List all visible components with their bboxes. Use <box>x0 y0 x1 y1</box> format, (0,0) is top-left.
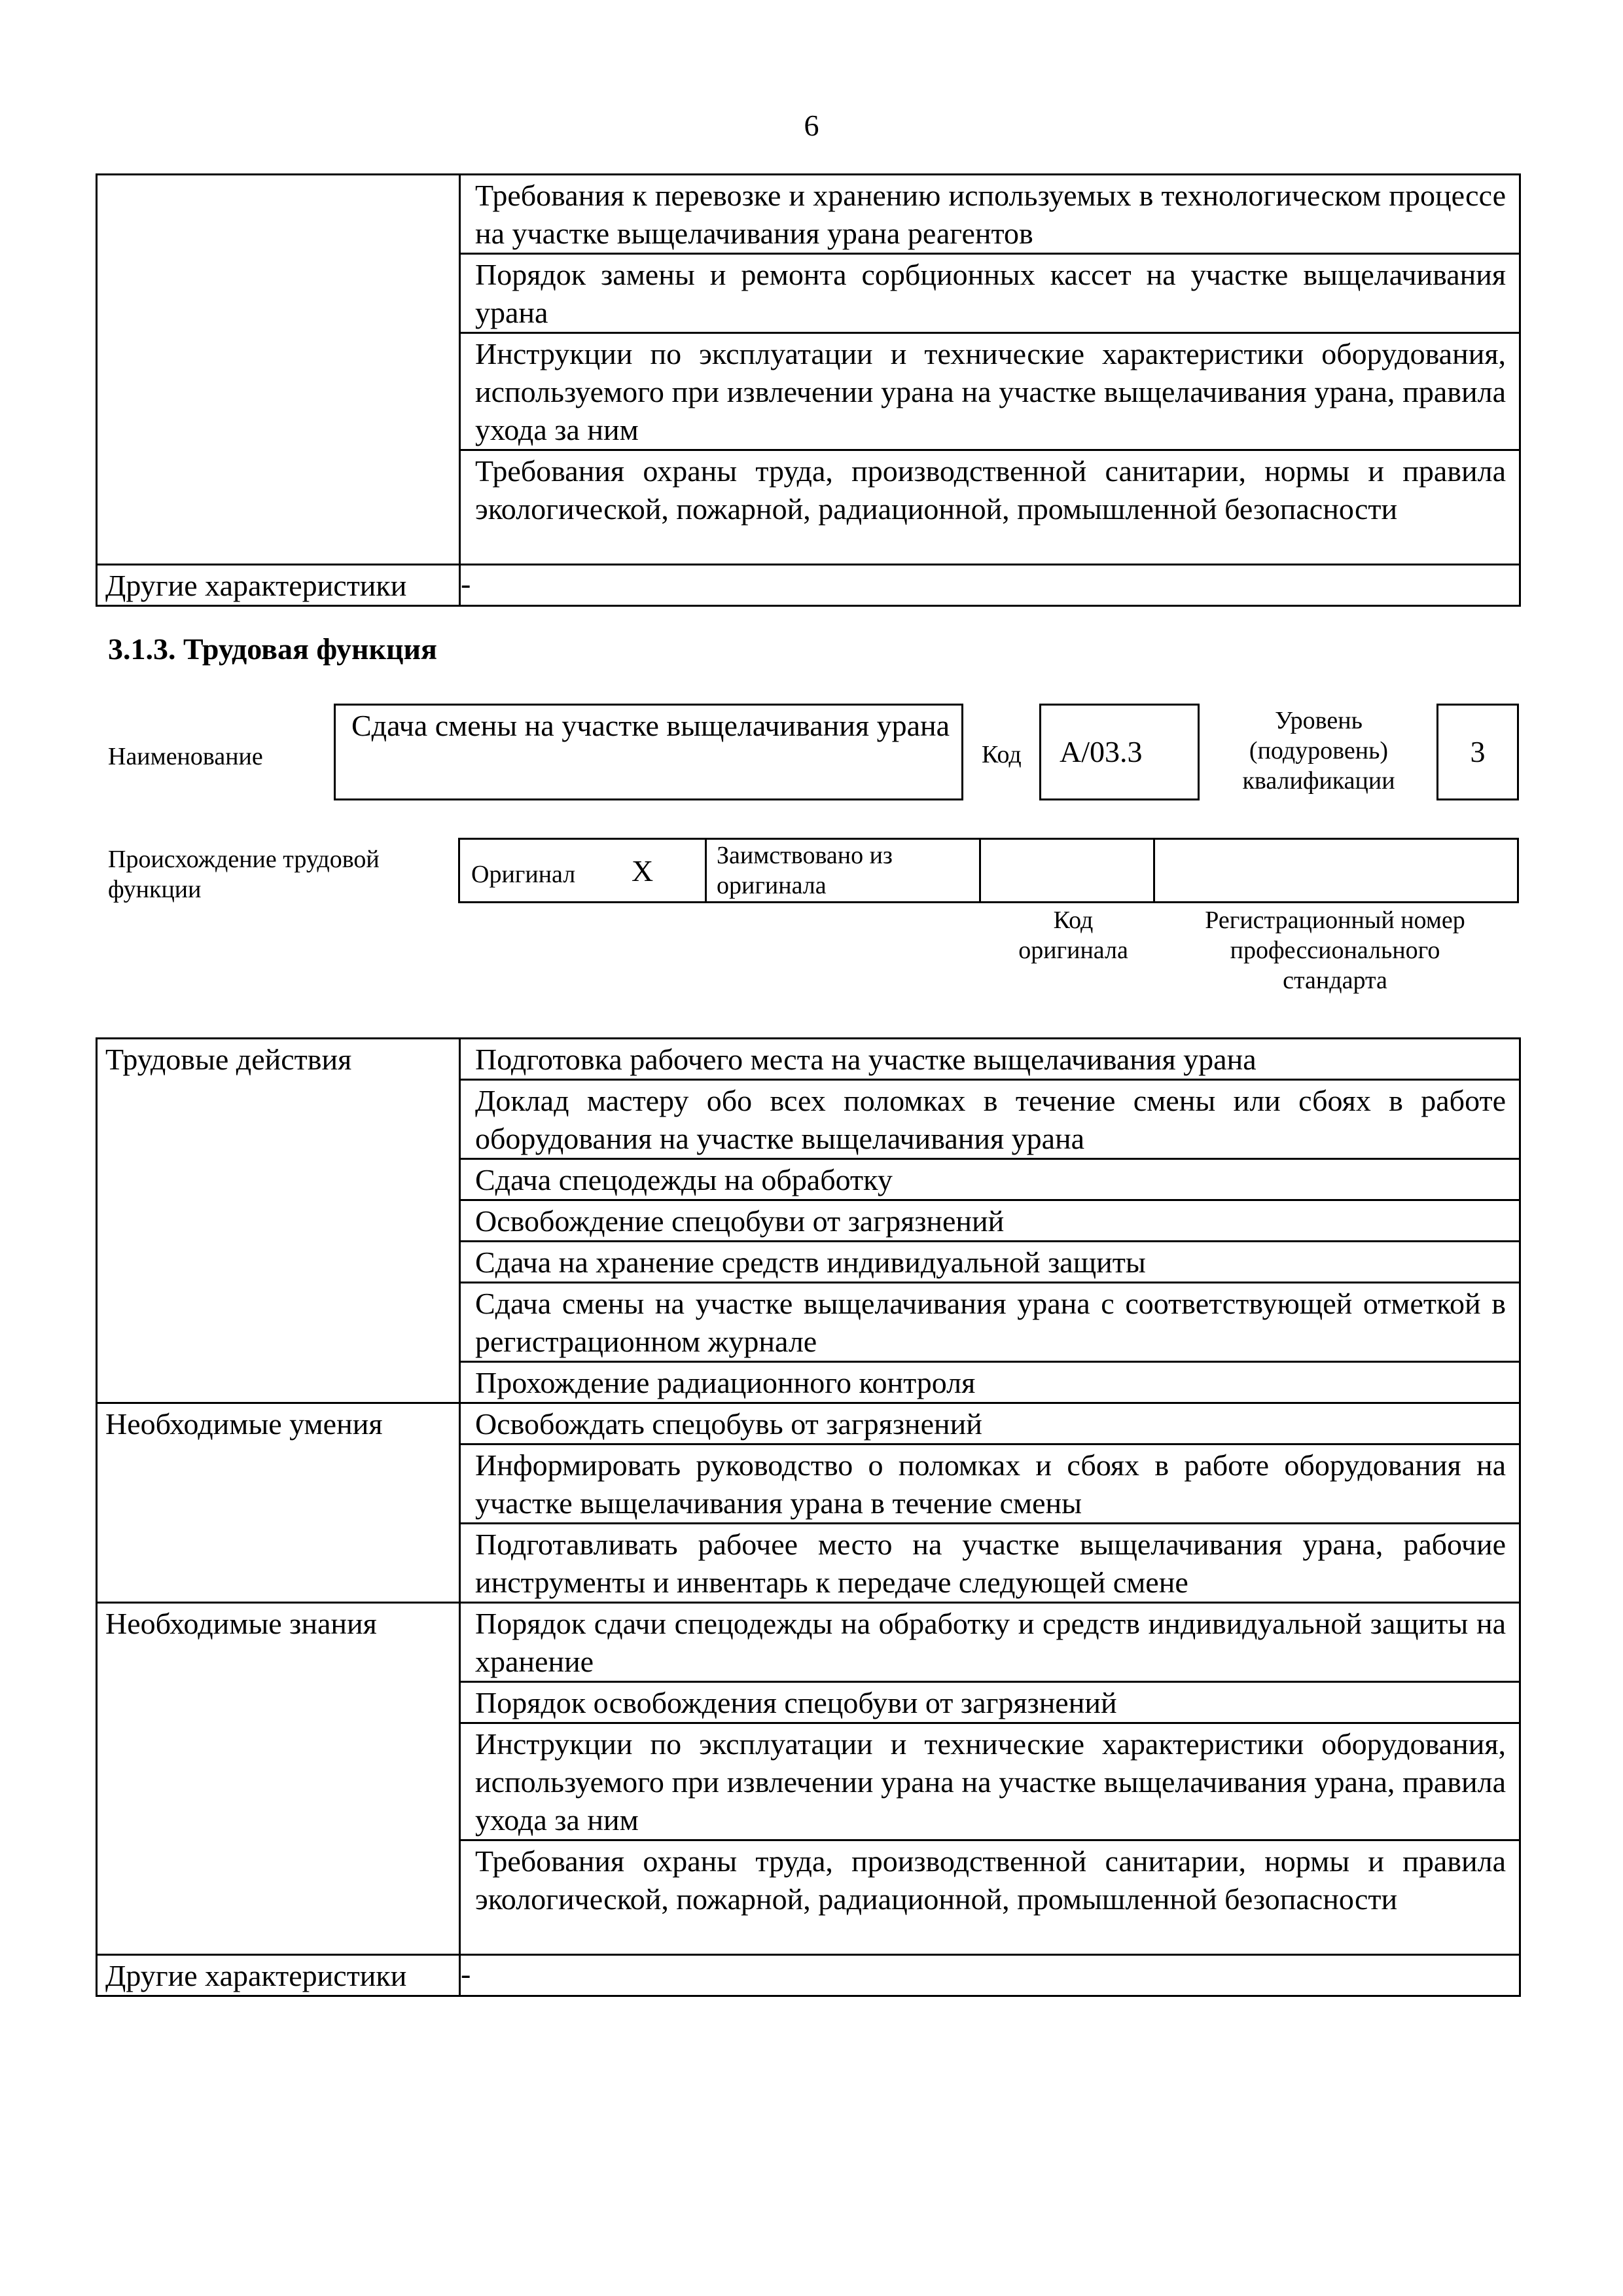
other-characteristics-label: Другие характеристики <box>97 565 460 606</box>
table-row: Сдача спецодежды на обработку <box>460 1159 1520 1200</box>
table-row: Освобождать спецобувь от загрязнений <box>460 1403 1520 1444</box>
table-row: Порядок замены и ремонта сорбционных кассет на участке выщелачивания урана <box>460 254 1520 333</box>
table-row: Требования охраны труда, производственной санитарии, нормы и правила экологической, пожарной, радиационной, промышленной безопасности <box>460 450 1520 565</box>
caption-line: Регистрационный номер <box>1205 906 1465 934</box>
table-row: Порядок сдачи спецодежды на обработку и средств индивидуальной защиты на хранение <box>460 1603 1520 1682</box>
origin-label-line: функции <box>108 876 202 903</box>
function-name-value: Сдача смены на участке выщелачивания урана <box>351 709 950 742</box>
origin-label-line: Происхождение трудовой <box>108 846 380 873</box>
table-row: Порядок освобождения спецобуви от загрязнений <box>460 1682 1520 1723</box>
name-label: Наименование <box>108 743 263 770</box>
registration-number-caption <box>1165 905 1505 996</box>
main-table <box>96 1037 1521 1997</box>
code-label: Код <box>982 741 1022 768</box>
actions-label: Трудовые действия <box>97 1039 460 1403</box>
table-row: Освобождение спецобуви от загрязнений <box>460 1200 1520 1242</box>
caption-line: стандарта <box>1283 967 1387 994</box>
top-table-empty-label <box>97 175 460 565</box>
code-box <box>1039 704 1200 800</box>
code-original-caption <box>995 905 1152 965</box>
function-name-box <box>334 704 963 800</box>
section-heading: 3.1.3. Трудовая функция <box>108 632 437 666</box>
borrowed-label-line: оригинала <box>717 872 827 899</box>
table-row: Сдача смены на участке выщелачивания урана с соответствующей отметкой в регистрационном журнале <box>460 1283 1520 1362</box>
table-row: Доклад мастеру обо всех поломках в течение смены или сбоях в работе оборудования на участке выщелачивания урана <box>460 1080 1520 1159</box>
borrowed-label <box>717 840 893 901</box>
table-row: Сдача на хранение средств индивидуальной защиты <box>460 1242 1520 1283</box>
origin-divider <box>979 838 981 903</box>
table-row: Требования охраны труда, производственной санитарии, нормы и правила экологической, пожарной, радиационной, промышленной безопасности <box>460 1840 1520 1955</box>
table-row: Подготавливать рабочее место на участке выщелачивания урана, рабочие инструменты и инвентарь к передаче следующей смене <box>460 1524 1520 1603</box>
original-label: Оригинал <box>471 861 576 888</box>
level-box <box>1436 704 1519 800</box>
caption-line: профессионального <box>1230 937 1440 964</box>
level-value: 3 <box>1470 735 1486 768</box>
table-row: Инструкции по эксплуатации и технические характеристики оборудования, используемого при извлечении урана на участке выщелачивания урана, правила ухода за ним <box>460 333 1520 450</box>
caption-line: оригинала <box>1018 937 1128 964</box>
original-mark: X <box>632 854 654 888</box>
origin-divider <box>1153 838 1155 903</box>
table-row: Подготовка рабочего места на участке выщелачивания урана <box>460 1039 1520 1080</box>
level-label <box>1207 706 1430 796</box>
table-row: Информировать руководство о поломках и сбоях в работе оборудования на участке выщелачивания урана в течение смены <box>460 1444 1520 1524</box>
level-label-line: Уровень <box>1275 707 1363 734</box>
origin-box <box>458 838 1519 903</box>
level-label-line: (подуровень) <box>1249 737 1389 764</box>
other-characteristics-value: - <box>460 565 1520 606</box>
level-label-line: квалификации <box>1242 767 1395 795</box>
other-characteristics-label: Другие характеристики <box>97 1955 460 1996</box>
table-row: Требования к перевозке и хранению используемых в технологическом процессе на участке выщелачивания урана реагентов <box>460 175 1520 254</box>
origin-label <box>108 844 380 905</box>
top-table <box>96 173 1521 607</box>
table-row: Прохождение радиационного контроля <box>460 1362 1520 1403</box>
table-row: Инструкции по эксплуатации и технические характеристики оборудования, используемого при извлечении урана на участке выщелачивания урана, правила ухода за ним <box>460 1723 1520 1840</box>
skills-label: Необходимые умения <box>97 1403 460 1603</box>
caption-line: Код <box>1053 906 1094 934</box>
knowledge-label: Необходимые знания <box>97 1603 460 1955</box>
page-number: 6 <box>804 109 819 142</box>
origin-divider <box>705 838 707 903</box>
borrowed-label-line: Заимствовано из <box>717 842 893 869</box>
code-value: A/03.3 <box>1060 735 1143 768</box>
other-characteristics-value: - <box>460 1955 1520 1996</box>
